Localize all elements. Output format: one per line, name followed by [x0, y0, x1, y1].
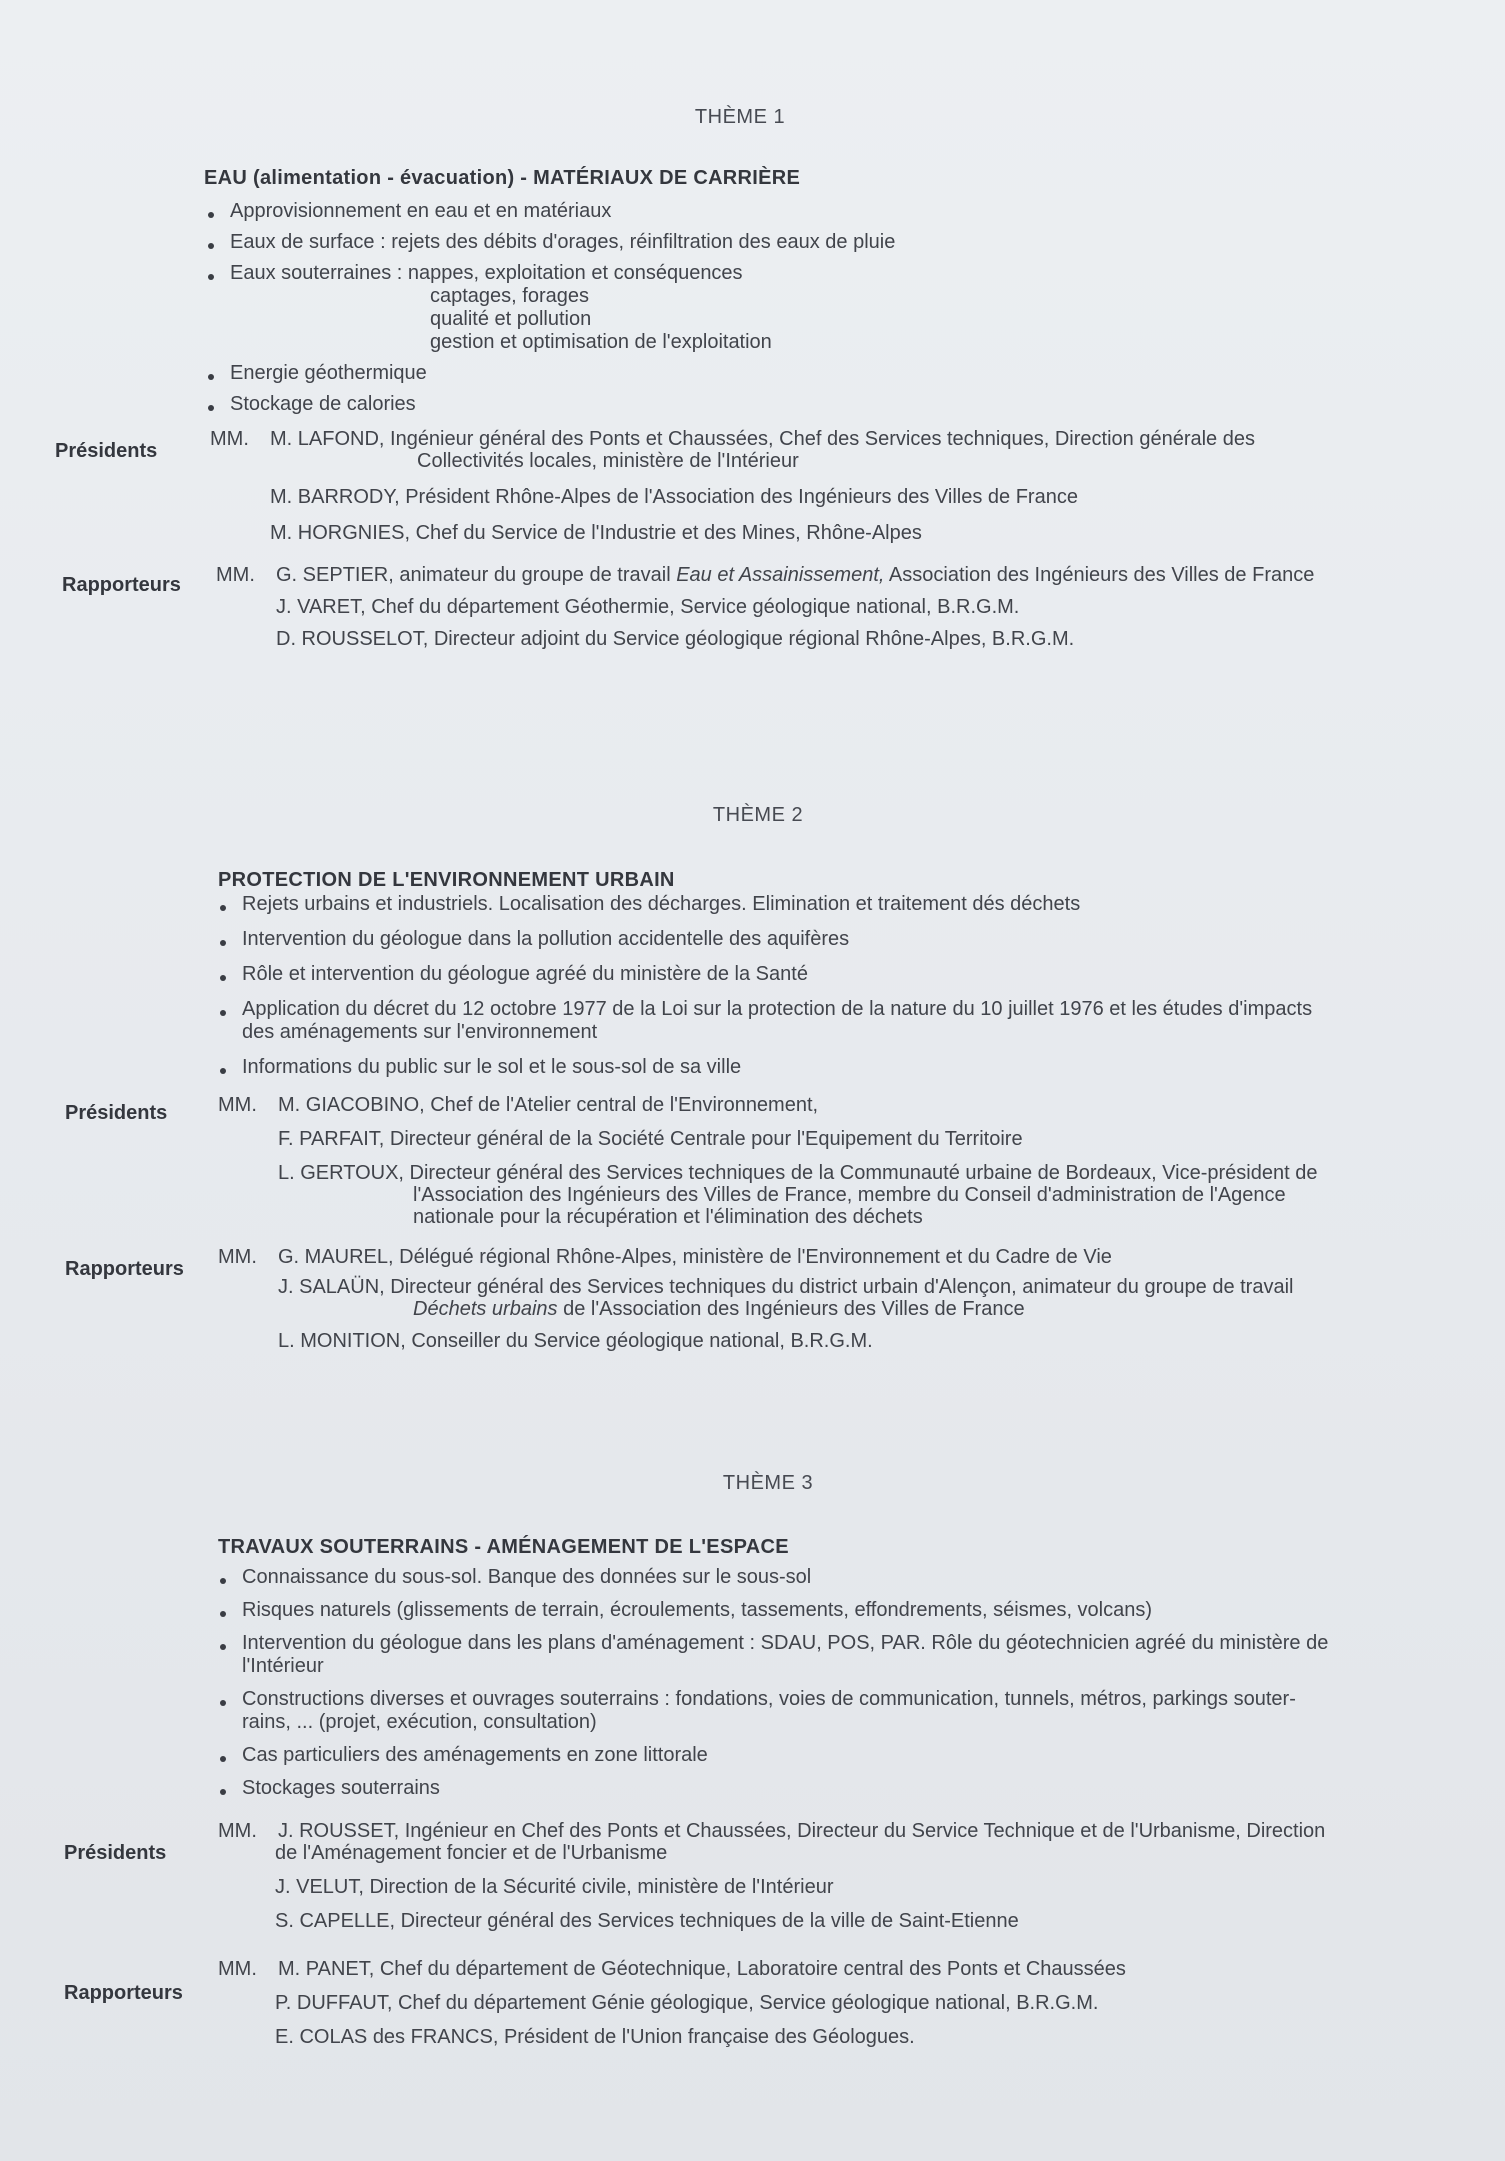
topic-item — [218, 1777, 1328, 1800]
topic-item — [206, 262, 895, 354]
topic-item — [218, 998, 1312, 1044]
topic-item — [206, 393, 895, 416]
topic-text: Eaux de surface : rejets des débits d'orages, réinfiltration des eaux de pluie — [230, 231, 896, 253]
person-line: D. ROUSSELOT, Directeur adjoint du Service géologique régional Rhône-Alpes, B.R.G.M. — [276, 628, 1075, 650]
person-entry — [218, 1876, 1480, 1898]
person-text: M. LAFOND, Ingénieur général des Ponts et Chaussées, Chef des Services techniques, Direction générale des — [270, 428, 1255, 450]
person-entry — [210, 486, 1440, 508]
topic-item — [218, 928, 1312, 951]
person-line: M. PANET, Chef du département de Géotechnique, Laboratoire central des Ponts et Chaussées — [278, 1958, 1126, 1980]
person-continuation: nationale pour la récupération et l'élimination des déchets — [413, 1206, 923, 1228]
theme-title: THÈME 1 — [694, 106, 786, 128]
theme-title: THÈME 2 — [712, 804, 804, 826]
theme-heading: EAU (alimentation - évacuation) - MATÉRIAUX DE CARRIÈRE — [204, 167, 801, 189]
topic-list — [206, 200, 895, 416]
working-group-name: Déchets urbains — [413, 1298, 558, 1320]
person-continuation: Collectivités locales, ministère de l'Intérieur — [417, 450, 799, 472]
presidents-label: Présidents — [64, 1842, 167, 1864]
theme-title: THÈME 3 — [722, 1472, 814, 1494]
topic-text-continuation: rains, ... (projet, exécution, consultation) — [242, 1711, 597, 1733]
rapporteurs-label: Rapporteurs — [62, 574, 181, 596]
person-entry — [218, 1276, 1468, 1320]
topic-text: Eaux souterraines : nappes, exploitation et conséquences — [230, 262, 743, 284]
rapporteurs-list — [218, 1246, 1468, 1352]
person-continuation: de l'Aménagement foncier et de l'Urbanisme — [275, 1842, 668, 1864]
person-entry — [216, 596, 1456, 618]
person-entry — [210, 428, 1440, 472]
presidents-label: Présidents — [55, 440, 158, 462]
topic-text: Rejets urbains et industriels. Localisation des décharges. Elimination et traitement dés déchets — [242, 893, 1081, 915]
person-entry — [218, 1094, 1468, 1116]
topic-item — [206, 200, 895, 223]
topic-subitem: captages, forages — [430, 285, 589, 307]
topic-text: Constructions diverses et ouvrages souterrains : fondations, voies de communication, tunnels, métros, parkings souter- — [242, 1688, 1296, 1710]
person-line: M. HORGNIES, Chef du Service de l'Industrie et des Mines, Rhône-Alpes — [270, 522, 922, 544]
topic-text: Connaissance du sous-sol. Banque des données sur le sous-sol — [242, 1566, 812, 1588]
topic-text: Intervention du géologue dans la pollution accidentelle des aquifères — [242, 928, 850, 950]
person-line: S. CAPELLE, Directeur général des Services techniques de la ville de Saint-Etienne — [275, 1910, 1019, 1932]
rapporteurs-list — [218, 1958, 1480, 2048]
topic-item — [218, 963, 1312, 986]
theme-heading: PROTECTION DE L'ENVIRONNEMENT URBAIN — [218, 869, 675, 891]
topic-text: Energie géothermique — [230, 362, 427, 384]
topic-item — [218, 1566, 1328, 1589]
topic-list — [218, 1566, 1328, 1800]
person-entry — [216, 564, 1456, 586]
person-line — [216, 564, 1456, 586]
person-continuation: l'Association des Ingénieurs des Villes de France, membre du Conseil d'administration de l'Agence — [413, 1184, 1286, 1206]
person-line: E. COLAS des FRANCS, Président de l'Union française des Géologues. — [275, 2026, 915, 2048]
person-line: L. MONITION, Conseiller du Service géologique national, B.R.G.M. — [278, 1330, 873, 1352]
person-entry — [218, 1246, 1468, 1268]
person-entry — [218, 1958, 1480, 1980]
topic-text: Informations du public sur le sol et le sous-sol de sa ville — [242, 1056, 742, 1078]
person-text: de l'Association des Ingénieurs des Villes de France — [557, 1298, 1025, 1320]
topic-text: Approvisionnement en eau et en matériaux — [230, 200, 612, 222]
topic-text-continuation: des aménagements sur l'environnement — [242, 1021, 598, 1043]
topic-item — [218, 1056, 1312, 1079]
presidents-list — [218, 1820, 1480, 1932]
presidents-label: Présidents — [65, 1102, 168, 1124]
person-entry — [218, 1330, 1468, 1352]
mm-prefix: MM. — [210, 428, 249, 450]
presidents-list — [210, 428, 1440, 544]
person-line: P. DUFFAUT, Chef du département Génie géologique, Service géologique national, B.R.G.M. — [275, 1992, 1099, 2014]
person-entry — [218, 1910, 1480, 1932]
topic-item — [218, 1744, 1328, 1767]
person-text: Association des Ingénieurs des Villes de France — [884, 564, 1315, 586]
topic-item — [206, 231, 895, 254]
working-group-name: Eau et Assainissement, — [676, 564, 885, 586]
topic-text: Application du décret du 12 octobre 1977 de la Loi sur la protection de la nature du 10 juillet 1976 et les études d'impacts — [242, 998, 1313, 1020]
person-entry — [218, 1162, 1468, 1228]
topic-subitem: qualité et pollution — [430, 308, 592, 330]
rapporteurs-label: Rapporteurs — [65, 1258, 184, 1280]
person-line: J. VARET, Chef du département Géothermie, Service géologique national, B.R.G.M. — [276, 596, 1020, 618]
mm-prefix: MM. — [216, 564, 255, 586]
topic-item — [218, 1632, 1328, 1678]
person-entry — [210, 522, 1440, 544]
person-line — [210, 428, 1440, 450]
rapporteurs-list — [216, 564, 1456, 650]
person-entry — [218, 1128, 1468, 1150]
person-entry — [218, 2026, 1480, 2048]
topic-item — [206, 362, 895, 385]
topic-item — [218, 1599, 1328, 1622]
person-line: G. MAUREL, Délégué régional Rhône-Alpes, ministère de l'Environnement et du Cadre de Vie — [278, 1246, 1112, 1268]
mm-prefix: MM. — [218, 1094, 257, 1116]
topic-text: Rôle et intervention du géologue agréé du ministère de la Santé — [242, 963, 808, 985]
person-line: M. BARRODY, Président Rhône-Alpes de l'Association des Ingénieurs des Villes de France — [270, 486, 1078, 508]
topic-text: Cas particuliers des aménagements en zone littorale — [242, 1744, 708, 1766]
person-text: G. SEPTIER, animateur du groupe de travail — [276, 564, 677, 586]
person-line: J. SALAÜN, Directeur général des Services techniques du district urbain d'Alençon, animateur du groupe de travail — [278, 1276, 1294, 1298]
mm-prefix: MM. — [218, 1958, 257, 1980]
rapporteurs-label: Rapporteurs — [64, 1982, 183, 2004]
person-line: F. PARFAIT, Directeur général de la Société Centrale pour l'Equipement du Territoire — [278, 1128, 1023, 1150]
person-line: J. ROUSSET, Ingénieur en Chef des Ponts et Chaussées, Directeur du Service Technique et de l'Urbanisme, Direction — [278, 1820, 1326, 1842]
person-line: L. GERTOUX, Directeur général des Services techniques de la Communauté urbaine de Bordeaux, Vice-président de — [278, 1162, 1318, 1184]
mm-prefix: MM. — [218, 1820, 257, 1842]
person-entry — [218, 1992, 1480, 2014]
mm-prefix: MM. — [218, 1246, 257, 1268]
person-line: J. VELUT, Direction de la Sécurité civile, ministère de l'Intérieur — [275, 1876, 834, 1898]
topic-item — [218, 893, 1312, 916]
topic-subitem: gestion et optimisation de l'exploitation — [430, 331, 772, 353]
topic-text: Intervention du géologue dans les plans d'aménagement : SDAU, POS, PAR. Rôle du géotechnicien agréé du ministère de — [242, 1632, 1329, 1654]
topic-item — [218, 1688, 1328, 1734]
topic-text: Risques naturels (glissements de terrain, écroulements, tassements, effondrements, séismes, volcans) — [242, 1599, 1153, 1621]
topic-text: Stockages souterrains — [242, 1777, 440, 1799]
topic-text: Stockage de calories — [230, 393, 416, 415]
topic-text-continuation: l'Intérieur — [242, 1655, 324, 1677]
topic-list — [218, 893, 1312, 1079]
person-line: M. GIACOBINO, Chef de l'Atelier central de l'Environnement, — [278, 1094, 819, 1116]
person-continuation — [218, 1298, 1468, 1320]
presidents-list — [218, 1094, 1468, 1228]
theme-heading: TRAVAUX SOUTERRAINS - AMÉNAGEMENT DE L'ESPACE — [218, 1536, 789, 1558]
person-entry — [216, 628, 1456, 650]
person-entry — [218, 1820, 1480, 1864]
